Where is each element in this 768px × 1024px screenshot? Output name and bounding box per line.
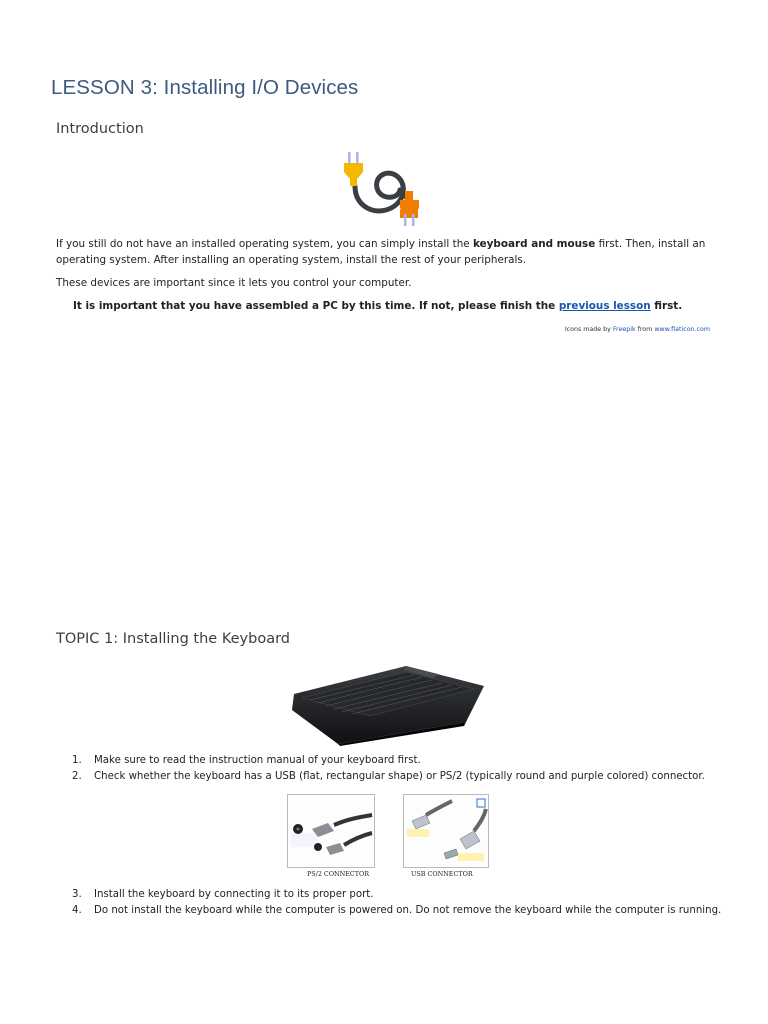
usb-connector-image [403,794,489,868]
ps2-caption: PS/2 CONNECTOR [307,870,370,878]
intro-paragraph-1: If you still do not have an installed operating system, you can simply install the keyboard and mouse first. Then, install an operating system. After installing an operating system, install the rest of your peripherals. [56,238,706,266]
credit-site-link[interactable]: www.flaticon.com [654,326,710,333]
lesson-title: LESSON 3: Installing I/O Devices [51,76,359,99]
previous-lesson-link[interactable]: previous lesson [558,300,651,312]
keyboard-image [288,664,488,746]
step-3: 3. Install the keyboard by connecting it to its proper port. [72,889,374,900]
credit-author-link[interactable]: Freepik [612,326,636,333]
intro-paragraph-2: These devices are important since it lets you control your computer. [56,277,412,289]
bold-text: keyboard and mouse [472,238,596,250]
intro-paragraph-3: It is important that you have assembled a PC by this time. If not, please finish the previous lesson first. [73,300,683,312]
introduction-heading: Introduction [56,121,144,137]
step-1: 1. Make sure to read the instruction manual of your keyboard first. [72,755,421,766]
plugs-icon [342,150,424,230]
ps2-connector-image [287,794,375,868]
icon-credit: Icons made by Freepik from www.flaticon.com [564,326,710,333]
step-2: 2. Check whether the keyboard has a USB (flat, rectangular shape) or PS/2 (typically round and purple colored) connector. [72,771,705,782]
step-4: 4. Do not install the keyboard while the computer is powered on. Do not remove the keyboard while the computer is running. [72,905,722,916]
steps-list-1 [72,753,732,785]
usb-caption: USB CONNECTOR [411,870,473,878]
steps-list-2 [72,887,732,919]
topic-1-heading: TOPIC 1: Installing the Keyboard [56,631,290,647]
